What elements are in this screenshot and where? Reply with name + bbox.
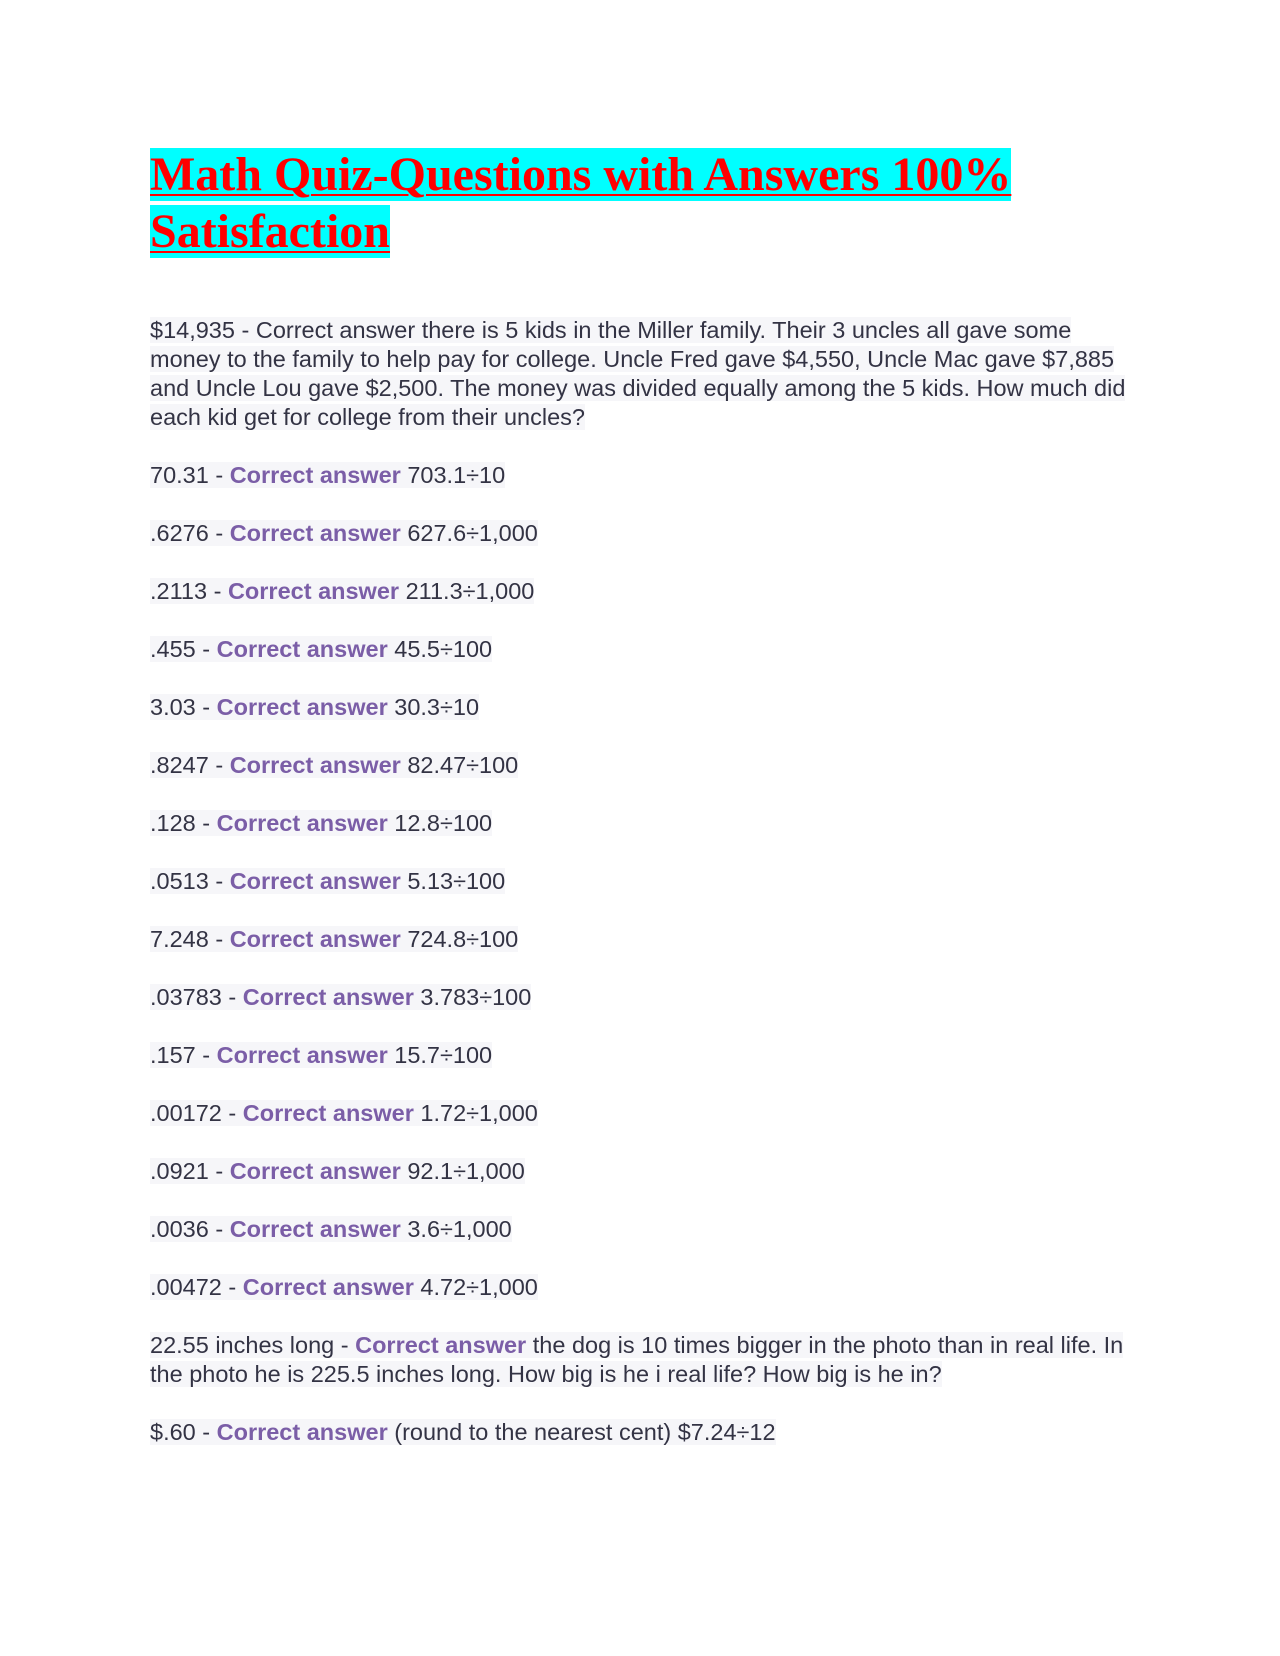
qa-answer: .0513 - (150, 868, 230, 894)
qa-question: 3.783÷100 (413, 984, 532, 1010)
qa-item (150, 809, 1130, 838)
qa-question: 1.72÷1,000 (413, 1100, 538, 1126)
qa-label: Correct answer (229, 868, 401, 894)
qa-answer: .8247 - (150, 752, 230, 778)
qa-label: Correct answer (229, 1158, 401, 1184)
qa-item (150, 1273, 1130, 1302)
qa-label: Correct answer (242, 1100, 414, 1126)
qa-question: 4.72÷1,000 (413, 1274, 538, 1300)
document-title-text: Math Quiz-Questions with Answers 100% Satisfaction (150, 148, 1012, 258)
qa-answer: .0921 - (150, 1158, 230, 1184)
qa-item (150, 519, 1130, 548)
qa-question: 703.1÷10 (400, 462, 506, 488)
qa-answer: 22.55 inches long - (150, 1332, 356, 1358)
qa-answer: .455 - (150, 636, 217, 662)
qa-label: Correct answer (216, 1419, 388, 1445)
qa-item (150, 925, 1130, 954)
qa-question: 92.1÷1,000 (400, 1158, 525, 1184)
qa-label: Correct answer (242, 1274, 414, 1300)
qa-item (150, 1331, 1130, 1389)
qa-question: 30.3÷10 (387, 694, 480, 720)
qa-answer: 70.31 - (150, 462, 230, 488)
qa-question: 211.3÷1,000 (399, 578, 535, 604)
qa-item (150, 983, 1130, 1012)
qa-answer: .00472 - (150, 1274, 243, 1300)
qa-answer: .6276 - (150, 520, 230, 546)
qa-item (150, 867, 1130, 896)
qa-label: Correct answer (229, 1216, 401, 1242)
qa-list (150, 316, 1130, 1447)
qa-label: Correct answer (229, 926, 401, 952)
qa-question: (round to the nearest cent) $7.24÷12 (387, 1419, 776, 1445)
qa-answer: .2113 - (150, 578, 228, 604)
qa-item (150, 751, 1130, 780)
qa-answer: .157 - (150, 1042, 217, 1068)
qa-item (150, 1099, 1130, 1128)
qa-label: Correct answer (229, 520, 401, 546)
qa-question: 12.8÷100 (387, 810, 493, 836)
qa-label: Correct answer (216, 810, 388, 836)
qa-label: Correct answer (255, 317, 416, 343)
qa-label: Correct answer (227, 578, 400, 604)
qa-answer: .03783 - (150, 984, 243, 1010)
qa-question: 45.5÷100 (387, 636, 493, 662)
qa-question: there is 5 kids in the Miller family. Their 3 uncles all gave some money to the family to help pay for college. Uncle Fred gave $4,550, Uncle Mac gave $7,885 and Uncle Lou gave $2,500. The money was divided equally among the 5 kids. How much did each kid get for college from their uncles? (150, 317, 1126, 430)
qa-question: 724.8÷100 (400, 926, 519, 952)
qa-label: Correct answer (229, 752, 401, 778)
qa-label: Correct answer (229, 462, 401, 488)
qa-item (150, 1418, 1130, 1447)
qa-question: 627.6÷1,000 (400, 520, 538, 546)
qa-answer: $14,935 - (150, 317, 256, 343)
qa-question: 15.7÷100 (387, 1042, 493, 1068)
qa-item (150, 1215, 1130, 1244)
qa-label: Correct answer (216, 636, 388, 662)
qa-question: 82.47÷100 (400, 752, 519, 778)
qa-item (150, 316, 1130, 432)
qa-answer: .0036 - (150, 1216, 230, 1242)
document-page (150, 146, 1130, 1476)
qa-question: 5.13÷100 (400, 868, 506, 894)
document-title (150, 146, 1130, 260)
qa-item (150, 1041, 1130, 1070)
qa-question: 3.6÷1,000 (400, 1216, 512, 1242)
qa-answer: 7.248 - (150, 926, 230, 952)
qa-answer: .128 - (150, 810, 217, 836)
qa-question: the dog is 10 times bigger in the photo than in real life. In the photo he is 225.5 inches long. How big is he i real life? How big is he in? (150, 1332, 1124, 1387)
qa-label: Correct answer (242, 984, 414, 1010)
qa-answer: $.60 - (150, 1419, 217, 1445)
qa-answer: 3.03 - (150, 694, 217, 720)
qa-item (150, 461, 1130, 490)
qa-item (150, 577, 1130, 606)
qa-answer: .00172 - (150, 1100, 243, 1126)
qa-item (150, 693, 1130, 722)
qa-item (150, 1157, 1130, 1186)
qa-item (150, 635, 1130, 664)
qa-label: Correct answer (216, 1042, 388, 1068)
qa-label: Correct answer (355, 1332, 527, 1358)
qa-label: Correct answer (216, 694, 388, 720)
